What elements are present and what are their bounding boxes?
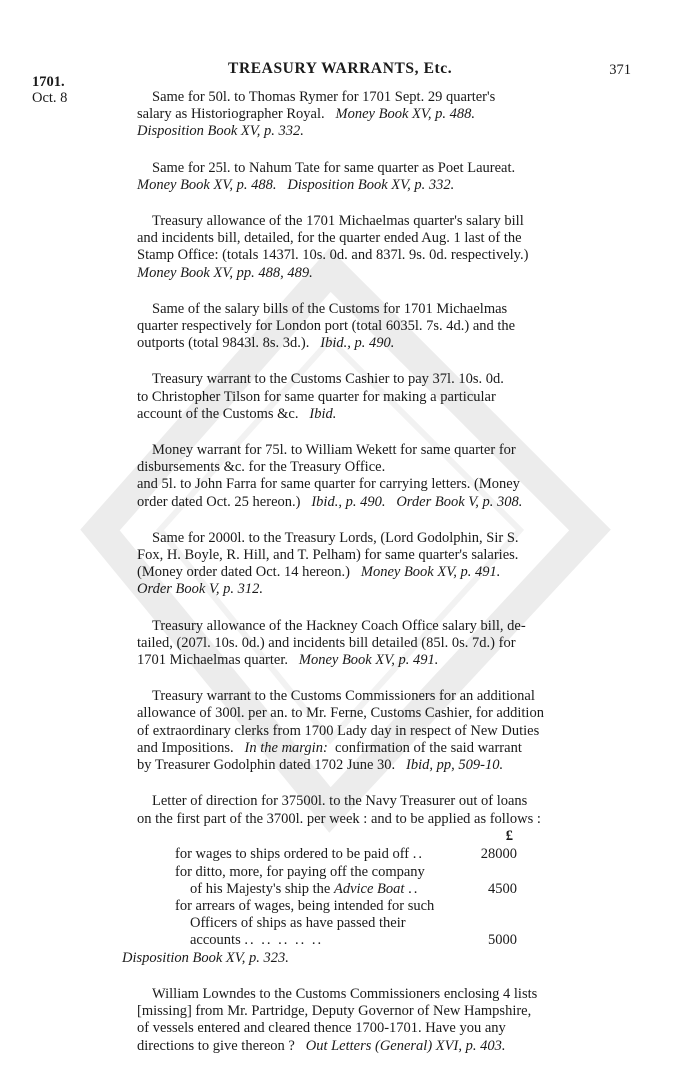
allocation-row: for ditto, more, for paying off the company xyxy=(175,863,425,880)
entries-column xyxy=(122,89,637,1074)
entry-navy-letter: Letter of direction for 37500l. to the Navy Treasurer out of loans on the first part of the 3700l. per week : and to be applied as follows : xyxy=(137,793,541,827)
citation: Ibid., p. 490. xyxy=(320,335,395,352)
citation: Ibid, pp, 509-10. xyxy=(406,757,504,774)
entry-lowndes: William Lowndes to the Customs Commissioners enclosing 4 lists [missing] from Mr. Partridge, Deputy Governor of New Hampshire, of vessels entered and cleared thence 1700-1701. Have you any directions to give thereon ? Out Letters (General) XVI, p. 403. xyxy=(137,985,538,1054)
citation: Ibid., p. 490. xyxy=(311,493,386,510)
allocation-table xyxy=(137,827,637,948)
margin-year: 1701. xyxy=(32,74,65,90)
entry-treasury-lords: Same for 2000l. to the Treasury Lords, (Lord Godolphin, Sir S. Fox, H. Boyle, R. Hill, and T. Pelham) for same quarter's salaries. (Money order dated Oct. 14 hereon.) Money Book XV, p. 491. Order Book V, p. 312. xyxy=(137,529,519,598)
entry-tilson: Treasury warrant to the Customs Cashier to pay 37l. 10s. 0d. to Christopher Tilson for same quarter for making a particular account of the Customs &c. Ibid. xyxy=(137,371,504,422)
entry-rymer: Same for 50l. to Thomas Rymer for 1701 Sept. 29 quarter's salary as Historiographer Royal. Money Book XV, p. 488. Disposition Book XV, p. 332. xyxy=(137,89,496,140)
citation: Ibid. xyxy=(309,405,337,422)
citation: Money Book XV, p. 491. xyxy=(360,564,501,581)
allocation-amount: 4500 xyxy=(488,880,517,897)
page-number: 371 xyxy=(609,62,631,78)
allocation-row: for arrears of wages, being intended for such xyxy=(175,897,435,914)
allocation-amount: 5000 xyxy=(488,931,517,948)
citation: Order Book V, p. 308. xyxy=(396,493,523,510)
entry-customs-salary: Same of the salary bills of the Customs for 1701 Michaelmas quarter respectively for London port (total 6035l. 7s. 4d.) and the outports (total 9843l. 8s. 3d.). Ibid., p. 490. xyxy=(137,300,516,352)
margin-note-label: In the margin: xyxy=(244,739,328,756)
entry-stamp-office: Treasury allowance of the 1701 Michaelmas quarter's salary bill and incidents bill, detailed, for the quarter ended Aug. 1 last of the Stamp Office: (totals 1437l. 10s. 0d. and 837l. 9s. 0d. respectively.) Money Book XV, pp. 488, 489. xyxy=(137,213,637,282)
entry-ferne: Treasury warrant to the Customs Commissioners for an additional allowance of 300l. per an. to Mr. Ferne, Customs Cashier, for addition of extraordinary clerks from 1700 Lady day in respect of New Duties and Impositions. In the margin: confirmation of the said warrant by Treasurer Godolphin dated 1702 June 30. Ibid, pp, 509-10. xyxy=(137,688,544,774)
citation: Money Book XV, p. 488. xyxy=(137,176,277,193)
allocation-citation: Disposition Book XV, p. 323. xyxy=(122,949,289,966)
citation: Money Book XV, p. 491. xyxy=(298,652,439,669)
allocation-row: for wages to ships ordered to be paid off .. xyxy=(175,845,424,862)
citation: Money Book XV, p. 488. xyxy=(335,106,475,123)
allocation-row-continued: accounts .. .. .. .. .. xyxy=(190,931,324,948)
citation: Disposition Book XV, p. 332. xyxy=(287,176,455,193)
entry-wekett: Money warrant for 75l. to William Wekett for same quarter for disbursements &c. for the Treasury Office. and 5l. to John Farra for same quarter for carrying letters. (Money order dated Oct. 25 hereon.) Ibid., p. 490. Order Book V, p. 308. xyxy=(137,442,523,510)
citation: Disposition Book XV, p. 332. xyxy=(137,123,304,140)
margin-date: Oct. 8 xyxy=(32,90,68,106)
entry-tate: Same for 25l. to Nahum Tate for same quarter as Poet Laureat. Money Book XV, p. 488. Disposition Book XV, p. 332. xyxy=(137,159,516,193)
currency-symbol: £ xyxy=(505,827,513,844)
citation: Money Book XV, pp. 488, 489. xyxy=(137,264,313,281)
citation: Out Letters (General) XVI, p. 403. xyxy=(305,1037,506,1054)
allocation-row-continued: Officers of ships as have passed their xyxy=(190,914,406,931)
allocation-amount: 28000 xyxy=(480,845,517,862)
allocation-row-continued: of his Majesty's ship the Advice Boat .. xyxy=(190,880,420,897)
running-title: TREASURY WARRANTS, Etc. xyxy=(228,60,453,77)
citation: Order Book V, p. 312. xyxy=(137,581,264,598)
entry-hackney-coach: Treasury allowance of the Hackney Coach Office salary bill, de- tailed, (207l. 10s. 0d.) and incidents bill detailed (85l. 0s. 7d.) for 1701 Michaelmas quarter. Money Book XV, p. 491. xyxy=(137,617,526,669)
